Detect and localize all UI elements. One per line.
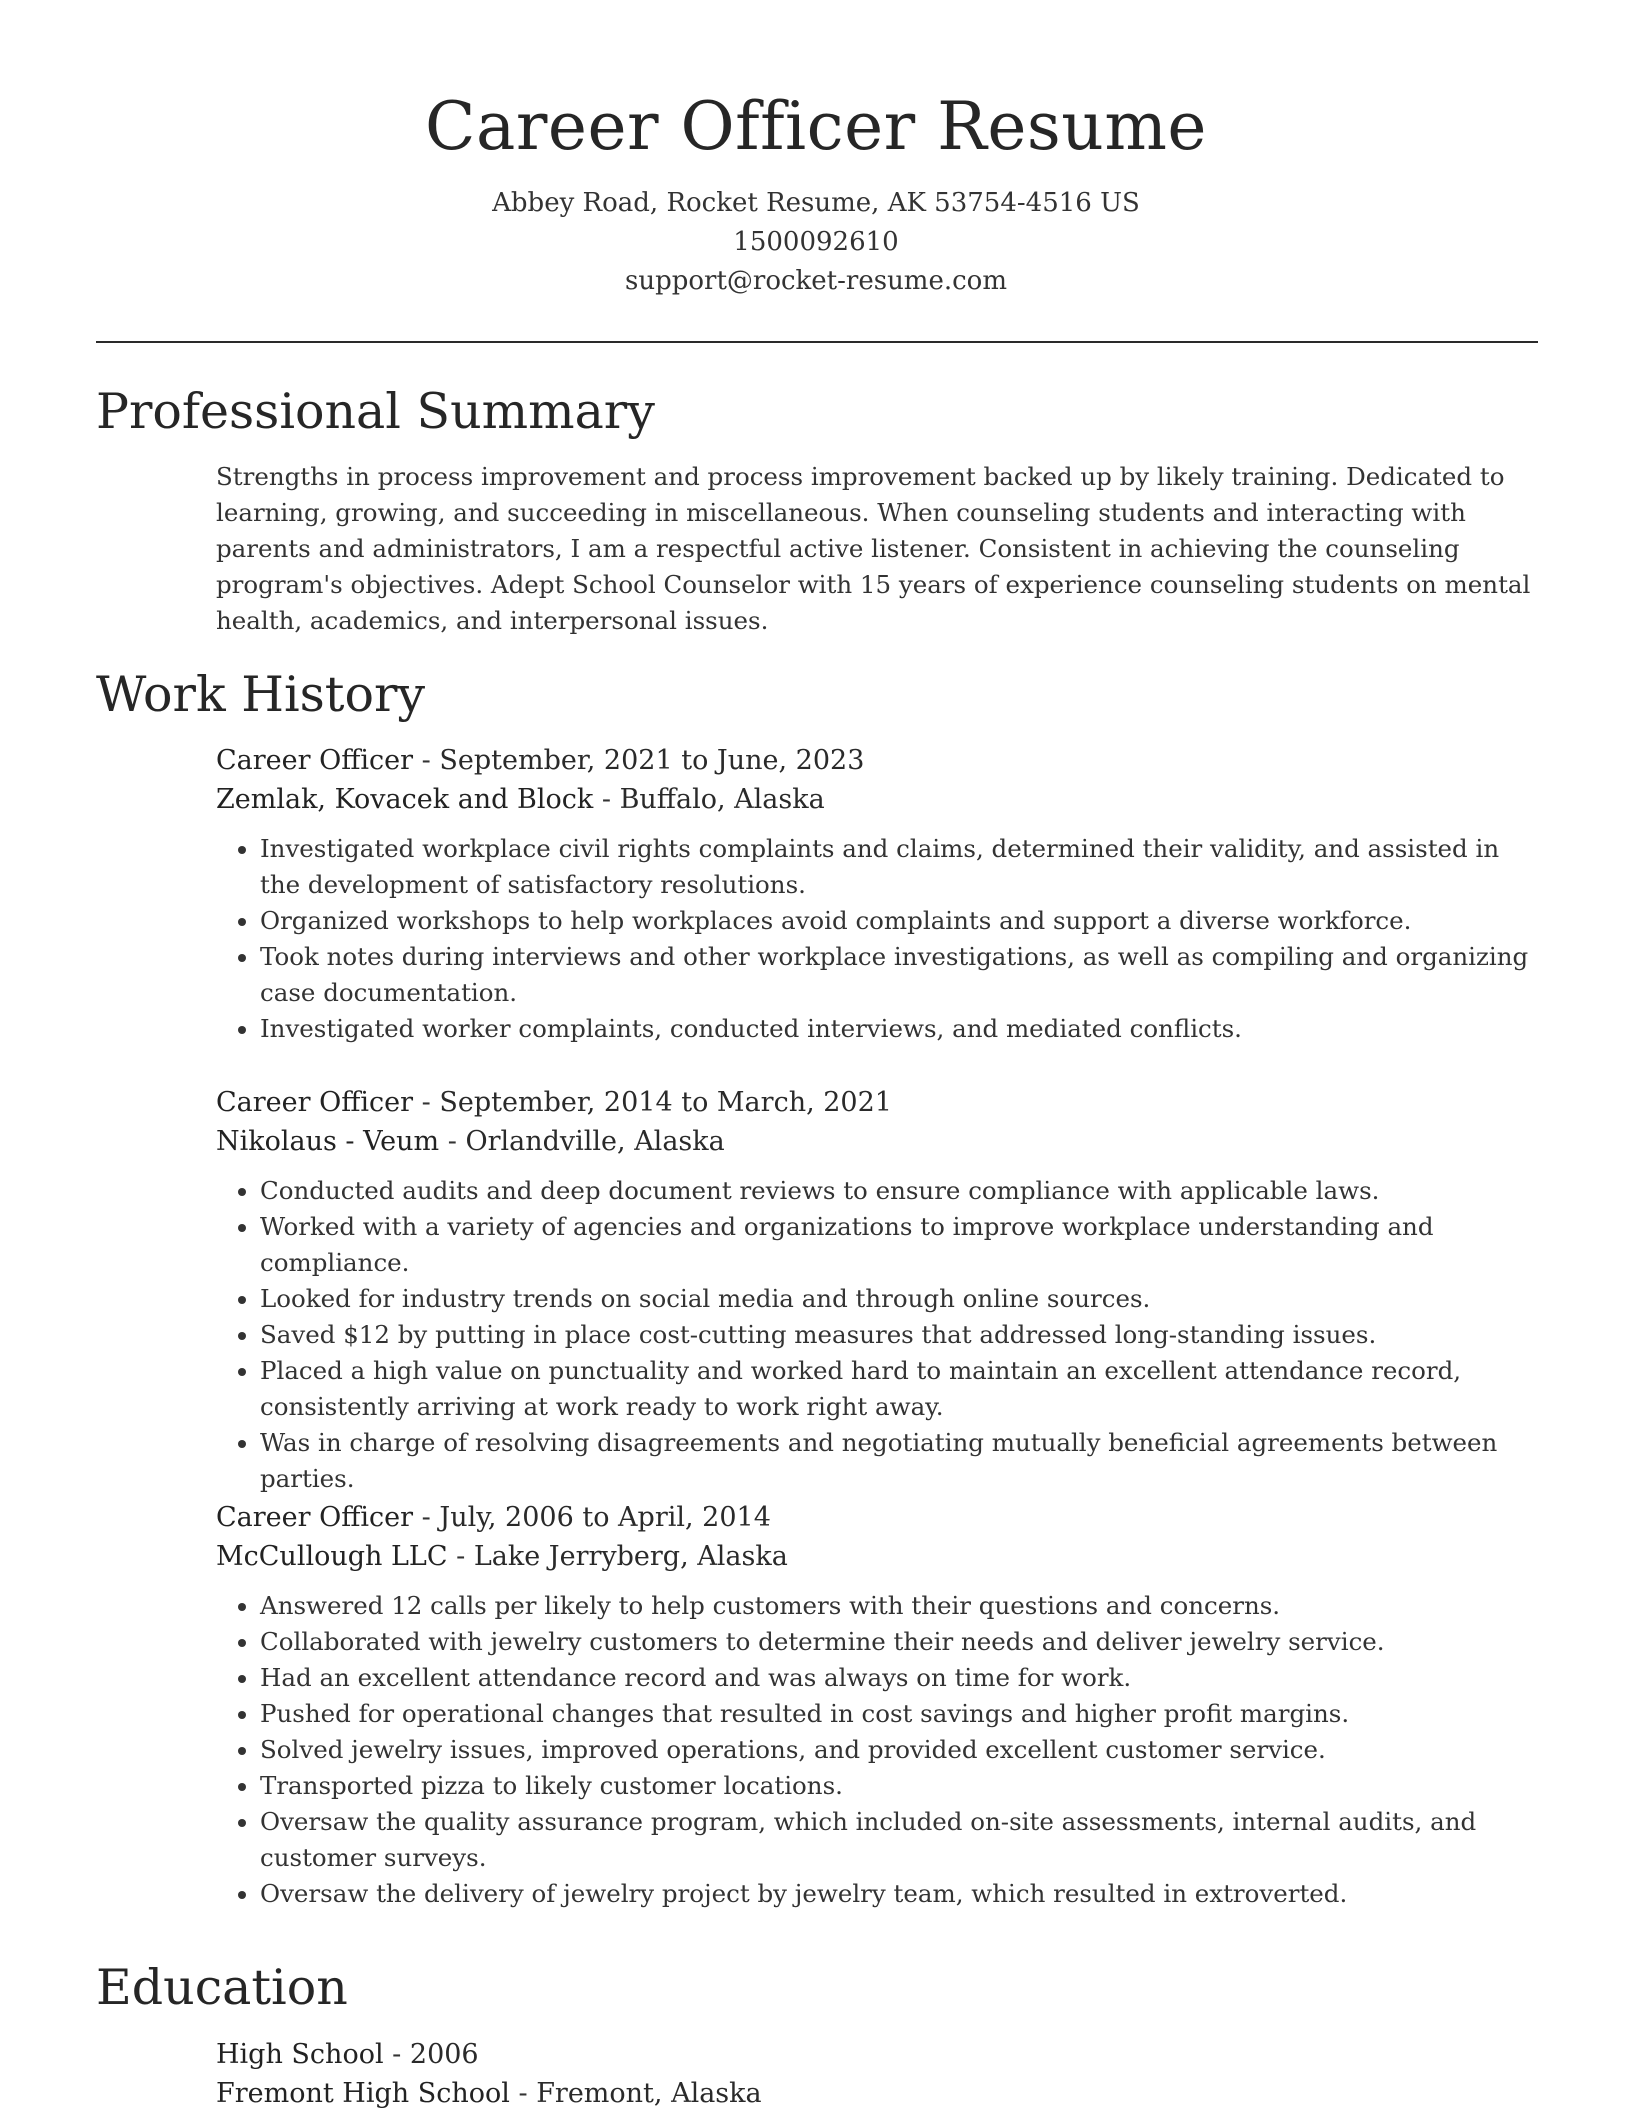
duty-item: • Organized workshops to help workplaces avoid complaints and support a diverse workforce. <box>260 903 1542 939</box>
duty-item: • Oversaw the quality assurance program, which included on-site assessments, internal audits, and customer surveys. <box>260 1804 1542 1876</box>
job-entry <box>216 1498 1542 1912</box>
summary-heading: Professional Summary <box>96 383 655 440</box>
duty-item: • Looked for industry trends on social media and through online sources. <box>260 1281 1542 1317</box>
header-divider <box>96 341 1538 343</box>
job-duties <box>216 1588 1542 1912</box>
job-company: Nikolaus - Veum <box>216 1126 440 1157</box>
duty-item: • Answered 12 calls per likely to help customers with their questions and concerns. <box>260 1588 1542 1624</box>
job-title: Career Officer <box>216 1087 414 1118</box>
job-dates: September, 2021 to June, 2023 <box>439 745 865 776</box>
job-entry <box>216 741 1542 1047</box>
education-school: Fremont High School <box>216 2078 510 2109</box>
duty-item: • Collaborated with jewelry customers to determine their needs and deliver jewelry service. <box>260 1624 1542 1660</box>
education-degree-line: High School - 2006 <box>216 2039 479 2070</box>
summary-text: Strengths in process improvement and process improvement backed up by likely training. Dedicated to learning, growing, and succeeding in miscellaneous. When counseling students and interacting with parents and administrators, I am a respectful active listener. Consistent in achieving the counseling program's objectives. Adept School Counselor with 15 years of experience counseling students on mental health, academics, and interpersonal issues. <box>216 462 1531 635</box>
education-degree: High School <box>216 2039 384 2070</box>
duty-item: • Saved $12 by putting in place cost-cutting measures that addressed long-standing issues. <box>260 1317 1542 1353</box>
resume-header <box>0 84 1632 301</box>
education-entry <box>216 2035 1542 2113</box>
job-entry <box>216 1083 1542 1497</box>
email: support@rocket-resume.com <box>624 266 1007 296</box>
address: Abbey Road, Rocket Resume, AK 53754-4516 US <box>492 188 1140 218</box>
job-location: Orlandville, Alaska <box>465 1126 725 1157</box>
job-title: Career Officer <box>216 745 414 776</box>
duty-item: • Investigated workplace civil rights complaints and claims, determined their validity, and assisted in the development of satisfactory resolutions. <box>260 831 1542 903</box>
job-location: Buffalo, Alaska <box>619 784 825 815</box>
job-company: Zemlak, Kovacek and Block <box>216 784 594 815</box>
job-title: Career Officer <box>216 1502 414 1533</box>
duty-item: • Oversaw the delivery of jewelry project by jewelry team, which resulted in extroverted. <box>260 1876 1542 1912</box>
job-company: McCullough LLC <box>216 1541 448 1572</box>
job-title-line: Career Officer - September, 2021 to June, 2023 <box>216 745 865 776</box>
summary-section <box>216 459 1542 639</box>
work-history-heading: Work History <box>96 666 426 723</box>
contact-info <box>0 184 1632 301</box>
job-company-line: Zemlak, Kovacek and Block - Buffalo, Alaska <box>216 784 825 815</box>
job-dates: July, 2006 to April, 2014 <box>439 1502 771 1533</box>
duty-item: • Took notes during interviews and other workplace investigations, as well as compiling and organizing case documentation. <box>260 939 1542 1011</box>
duty-item: • Pushed for operational changes that resulted in cost savings and higher profit margins. <box>260 1696 1542 1732</box>
education-year: 2006 <box>409 2039 479 2070</box>
education-location: Fremont, Alaska <box>536 2078 762 2109</box>
education-heading: Education <box>96 1959 348 2016</box>
job-duties <box>216 1173 1542 1497</box>
duty-item: • Was in charge of resolving disagreements and negotiating mutually beneficial agreements between parties. <box>260 1425 1542 1497</box>
job-company-line: Nikolaus - Veum - Orlandville, Alaska <box>216 1126 725 1157</box>
resume-title: Career Officer Resume <box>425 88 1207 165</box>
job-duties <box>216 831 1542 1047</box>
duty-item: • Conducted audits and deep document reviews to ensure compliance with applicable laws. <box>260 1173 1542 1209</box>
job-title-line: Career Officer - July, 2006 to April, 2014 <box>216 1502 771 1533</box>
duty-item: • Had an excellent attendance record and was always on time for work. <box>260 1660 1542 1696</box>
duty-item: • Placed a high value on punctuality and worked hard to maintain an excellent attendance record, consistently arriving at work ready to work right away. <box>260 1353 1542 1425</box>
phone: 1500092610 <box>733 227 899 257</box>
job-company-line: McCullough LLC - Lake Jerryberg, Alaska <box>216 1541 788 1572</box>
job-dates: September, 2014 to March, 2021 <box>439 1087 892 1118</box>
duty-item: • Solved jewelry issues, improved operations, and provided excellent customer service. <box>260 1732 1542 1768</box>
job-title-line: Career Officer - September, 2014 to March, 2021 <box>216 1087 892 1118</box>
duty-item: • Investigated worker complaints, conducted interviews, and mediated conflicts. <box>260 1011 1542 1047</box>
duty-item: • Transported pizza to likely customer locations. <box>260 1768 1542 1804</box>
education-school-line: Fremont High School - Fremont, Alaska <box>216 2078 762 2109</box>
duty-item: • Worked with a variety of agencies and organizations to improve workplace understanding and compliance. <box>260 1209 1542 1281</box>
job-location: Lake Jerryberg, Alaska <box>473 1541 788 1572</box>
